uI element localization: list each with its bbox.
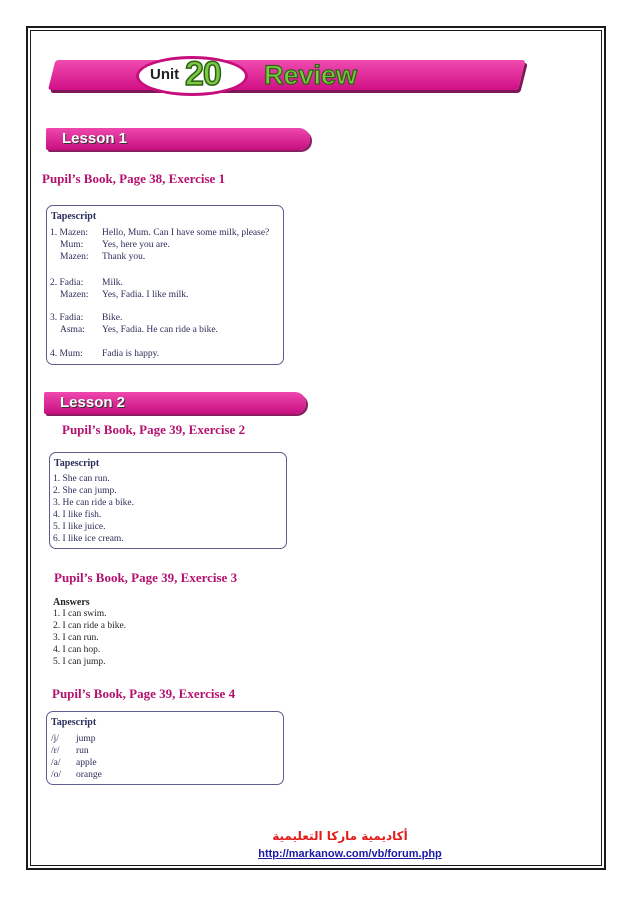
- speech: Yes, here you are.: [102, 240, 170, 250]
- speaker: 3. Fadia:: [50, 313, 84, 323]
- answer-line: 1. I can swim.: [53, 609, 107, 619]
- lesson-1-label: Lesson 1: [62, 130, 128, 147]
- speech: Yes, Fadia. He can ride a bike.: [102, 325, 218, 335]
- phoneme: /a/: [51, 758, 61, 768]
- exercise-4-heading: Pupil’s Book, Page 39, Exercise 4: [52, 686, 236, 701]
- phoneme-word: run: [76, 746, 89, 756]
- speech: Hello, Mum. Can I have some milk, please?: [102, 228, 270, 238]
- speech: Bike.: [102, 313, 123, 323]
- phoneme-word: jump: [76, 734, 96, 744]
- tapescript-line: 3. He can ride a bike.: [53, 498, 134, 508]
- answer-line: 4. I can hop.: [53, 645, 101, 655]
- exercise-3-heading: Pupil’s Book, Page 39, Exercise 3: [54, 570, 238, 585]
- speaker: Mazen:: [60, 290, 89, 300]
- lesson-1-exercise-heading: Pupil’s Book, Page 38, Exercise 1: [42, 171, 226, 186]
- speaker: Asma:: [60, 325, 85, 335]
- phoneme: /o/: [51, 770, 62, 780]
- exercise-2-heading: Pupil’s Book, Page 39, Exercise 2: [62, 422, 246, 437]
- speaker: Mum:: [60, 240, 84, 250]
- speaker: Mazen:: [60, 252, 89, 262]
- speaker: 4. Mum:: [50, 349, 83, 359]
- lesson-2-bar: [44, 392, 306, 414]
- speech: Yes, Fadia. I like milk.: [102, 290, 189, 300]
- unit-word: Unit: [150, 66, 180, 83]
- speech: Fadia is happy.: [102, 349, 160, 359]
- tapescript-line: 5. I like juice.: [53, 522, 106, 532]
- exercise-4-tapescript-box: [46, 711, 284, 785]
- exercise-2-tapescript-box: [49, 452, 287, 549]
- phoneme-word: orange: [76, 770, 102, 780]
- phoneme: /r/: [51, 746, 60, 756]
- tapescript-title: Tapescript: [51, 211, 97, 222]
- tapescript-title: Tapescript: [51, 717, 97, 728]
- tapescript-line: 4. I like fish.: [53, 510, 102, 520]
- tapescript-line: 1. She can run.: [53, 474, 110, 484]
- lesson-2-label: Lesson 2: [60, 394, 126, 411]
- speech: Milk.: [102, 278, 123, 288]
- answer-line: 5. I can jump.: [53, 657, 106, 667]
- speech: Thank you.: [102, 252, 146, 262]
- footer-academy-name: أكاديمية ماركا التعليمية: [272, 829, 408, 843]
- phoneme: /j/: [51, 734, 59, 744]
- unit-number: 20: [185, 55, 221, 93]
- lesson-1-bar: [46, 128, 310, 150]
- tapescript-line: 2. She can jump.: [53, 486, 117, 496]
- speaker: 2. Fadia:: [50, 278, 84, 288]
- tapescript-line: 6. I like ice cream.: [53, 534, 124, 544]
- answer-line: 2. I can ride a bike.: [53, 621, 127, 631]
- answer-line: 3. I can run.: [53, 633, 99, 643]
- speaker: 1. Mazen:: [50, 228, 88, 238]
- phoneme-word: apple: [76, 758, 97, 768]
- lesson-1-tapescript-box: [46, 205, 284, 365]
- unit-title: Review: [264, 60, 358, 90]
- footer-forum-link[interactable]: http://markanow.com/vb/forum.php: [258, 848, 442, 860]
- answers-title: Answers: [53, 597, 90, 608]
- tapescript-title: Tapescript: [54, 458, 100, 469]
- unit-banner: [48, 55, 530, 94]
